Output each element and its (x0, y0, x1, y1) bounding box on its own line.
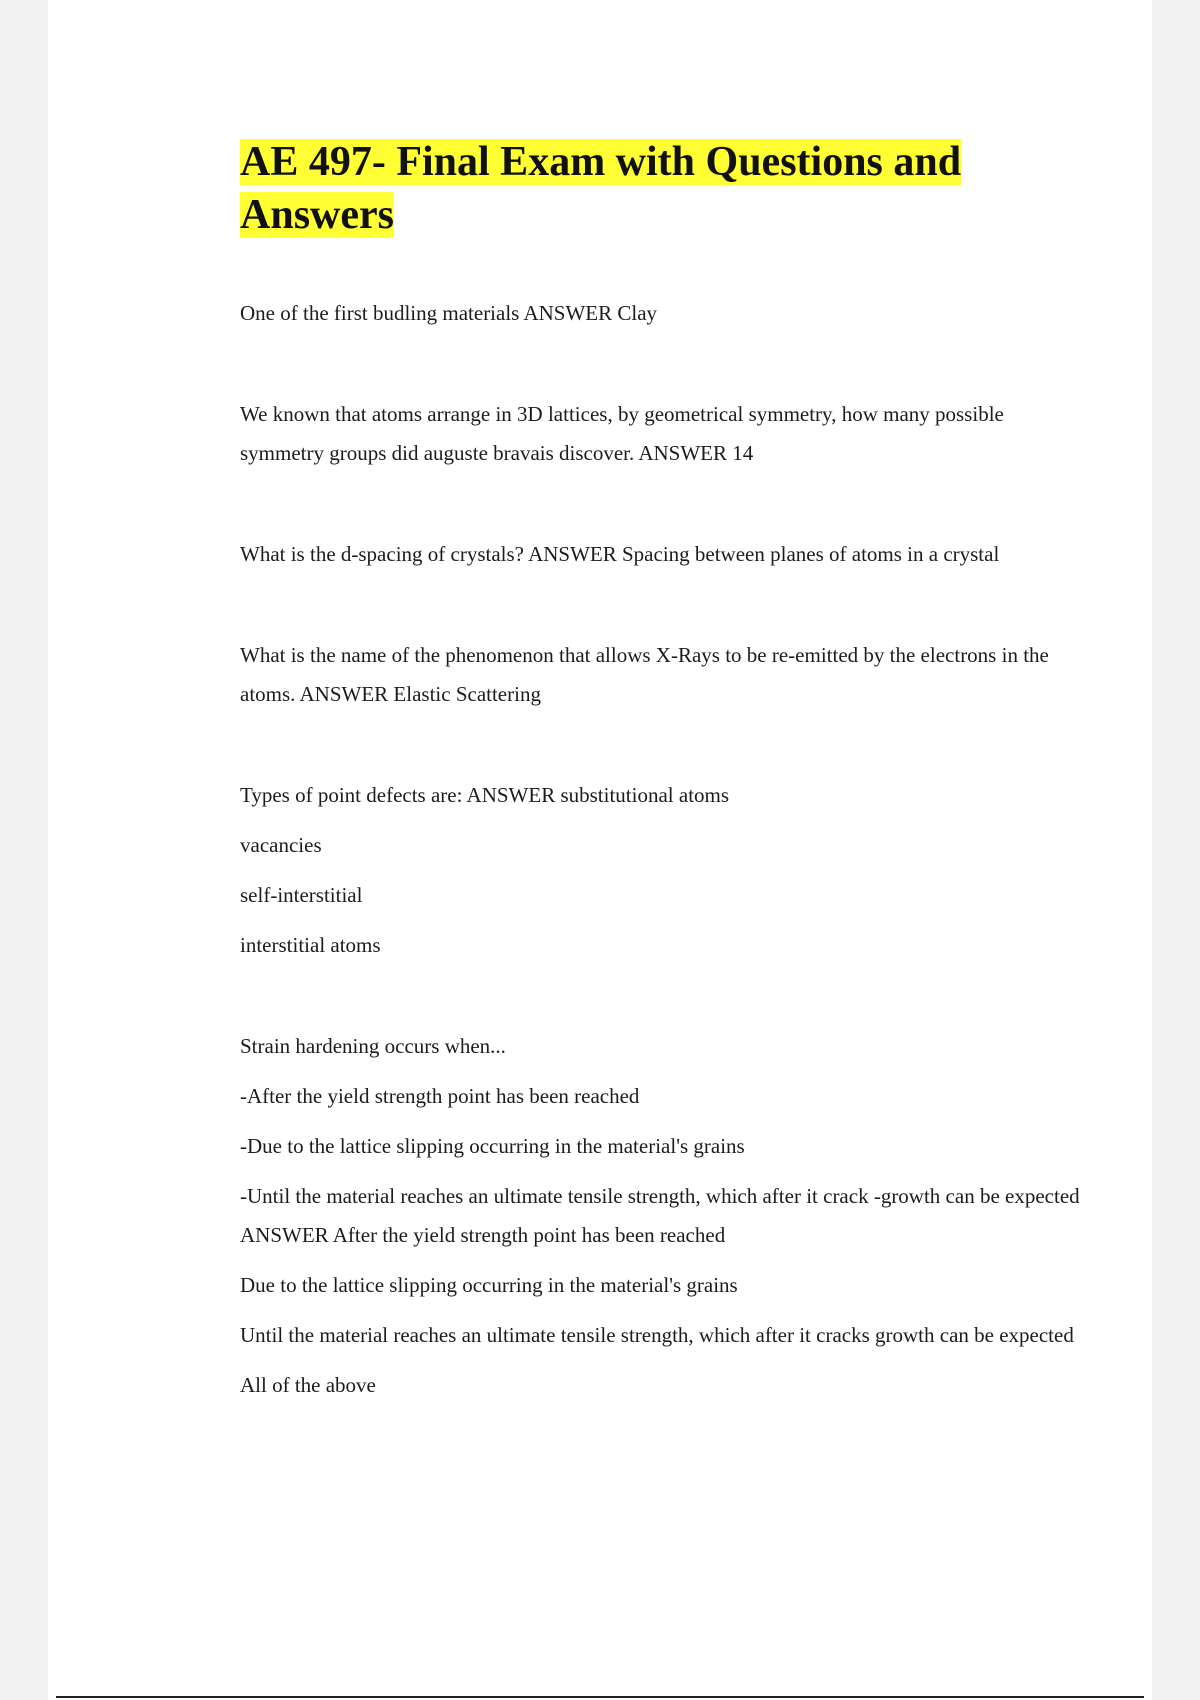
strain-answer-lattice: Due to the lattice slipping occurring in the material's grains (240, 1273, 738, 1297)
qa-d-spacing: What is the d-spacing of crystals? ANSWER Spacing between planes of atoms in a crystal (240, 542, 1000, 566)
qa-bravais-lattices: We known that atoms arrange in 3D lattices, by geometrical symmetry, how many possible symmetry groups did auguste bravais discover. ANSWER 14 (240, 402, 1004, 465)
strain-option-lattice: -Due to the lattice slipping occurring in the material's grains (240, 1134, 745, 1158)
strain-option-yield: -After the yield strength point has been reached (240, 1084, 640, 1108)
highlighted-title-text: AE 497- Final Exam with Questions and Answers (240, 139, 962, 238)
point-defect-interstitial-atoms: interstitial atoms (240, 933, 381, 957)
document-page (48, 0, 1152, 1700)
strain-answer-tensile: Until the material reaches an ultimate tensile strength, which after it cracks growth can be expected (240, 1323, 1074, 1347)
qa-point-defects: Types of point defects are: ANSWER substitutional atoms (240, 783, 730, 807)
point-defect-self-interstitial: self-interstitial (240, 883, 363, 907)
document-content (240, 136, 1090, 1405)
qa-building-materials: One of the first budling materials ANSWER Clay (240, 301, 658, 325)
strain-option-tensile: -Until the material reaches an ultimate tensile strength, which after it crack -growth can be expected ANSWER After the yield strength point has been reached (240, 1184, 1080, 1247)
qa-elastic-scattering: What is the name of the phenomenon that allows X-Rays to be re-emitted by the electrons in the atoms. ANSWER Elastic Scattering (240, 643, 1049, 706)
document-title (240, 136, 1090, 242)
qa-strain-hardening: Strain hardening occurs when... (240, 1034, 506, 1058)
point-defect-vacancies: vacancies (240, 833, 322, 857)
footer-divider (56, 1696, 1144, 1698)
strain-answer-all: All of the above (240, 1373, 376, 1397)
